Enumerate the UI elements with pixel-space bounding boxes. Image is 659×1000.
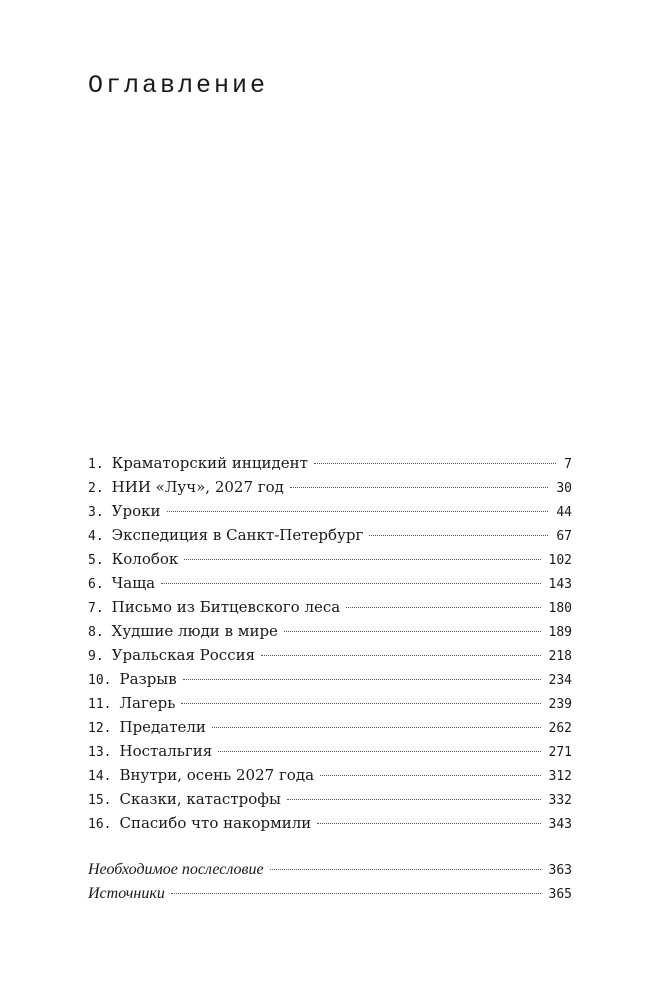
- dot-leader: [270, 869, 541, 870]
- dot-leader: [161, 583, 540, 584]
- dot-leader: [314, 463, 556, 464]
- toc-entry[interactable]: [88, 667, 572, 691]
- chapter-number: 10.: [88, 673, 112, 688]
- chapter-number: 11.: [88, 697, 112, 712]
- table-of-contents: [88, 451, 572, 906]
- page-number: 271: [548, 745, 572, 760]
- chapter-title: Ностальгия: [119, 742, 213, 760]
- toc-entry[interactable]: [88, 811, 572, 835]
- section-gap: [88, 835, 572, 858]
- toc-entry[interactable]: [88, 595, 572, 619]
- toc-entry[interactable]: [88, 571, 572, 595]
- chapter-number: 9.: [88, 649, 104, 664]
- page-number: 312: [548, 769, 572, 784]
- toc-entry[interactable]: [88, 787, 572, 811]
- chapter-number: 1.: [88, 457, 104, 472]
- dot-leader: [261, 655, 540, 656]
- page-number: 143: [548, 577, 572, 592]
- dot-leader: [167, 511, 549, 512]
- toc-entry[interactable]: [88, 763, 572, 787]
- chapter-number: 3.: [88, 505, 104, 520]
- dot-leader: [369, 535, 548, 536]
- page-number: 102: [548, 553, 572, 568]
- page-number: 180: [548, 601, 572, 616]
- chapter-number: 16.: [88, 817, 112, 832]
- dot-leader: [183, 679, 541, 680]
- page-number: 343: [548, 817, 572, 832]
- page-number: 218: [548, 649, 572, 664]
- toc-entry-afterword[interactable]: [88, 858, 572, 882]
- toc-entry[interactable]: [88, 715, 572, 739]
- chapter-number: 8.: [88, 625, 104, 640]
- page-number: 234: [548, 673, 572, 688]
- chapter-title: Краматорский инцидент: [111, 454, 308, 472]
- dot-leader: [212, 727, 541, 728]
- page-number: 189: [548, 625, 572, 640]
- chapter-number: 2.: [88, 481, 104, 496]
- chapter-title: Спасибо что накормили: [119, 814, 312, 832]
- appendix-title: Источники: [88, 885, 165, 902]
- chapter-title: Лагерь: [119, 694, 176, 712]
- page-number: 239: [548, 697, 572, 712]
- dot-leader: [181, 703, 540, 704]
- page-number: 365: [548, 887, 572, 902]
- toc-entry[interactable]: [88, 475, 572, 499]
- chapter-number: 6.: [88, 577, 104, 592]
- toc-entry[interactable]: [88, 643, 572, 667]
- page-number: 44: [556, 505, 572, 520]
- toc-entry[interactable]: [88, 739, 572, 763]
- chapter-title: Уральская Россия: [111, 646, 256, 664]
- chapter-number: 14.: [88, 769, 112, 784]
- toc-entry[interactable]: [88, 451, 572, 475]
- chapter-title: Разрыв: [119, 670, 177, 688]
- chapter-number: 15.: [88, 793, 112, 808]
- dot-leader: [346, 607, 540, 608]
- toc-entry[interactable]: [88, 619, 572, 643]
- chapter-title: Экспедиция в Санкт-Петербург: [111, 526, 364, 544]
- page-number: 363: [548, 863, 572, 878]
- page-number: 262: [548, 721, 572, 736]
- page-title: Оглавление: [88, 71, 269, 100]
- chapter-title: Письмо из Битцевского леса: [111, 598, 341, 616]
- chapter-number: 5.: [88, 553, 104, 568]
- chapter-number: 4.: [88, 529, 104, 544]
- page-number: 332: [548, 793, 572, 808]
- dot-leader: [184, 559, 540, 560]
- toc-entry[interactable]: [88, 547, 572, 571]
- toc-entry[interactable]: [88, 523, 572, 547]
- chapter-number: 13.: [88, 745, 112, 760]
- page-number: 67: [556, 529, 572, 544]
- chapter-title: Худшие люди в мире: [111, 622, 278, 640]
- chapter-title: Уроки: [111, 502, 161, 520]
- dot-leader: [287, 799, 541, 800]
- dot-leader: [317, 823, 540, 824]
- toc-entry-sources[interactable]: [88, 882, 572, 906]
- toc-entry[interactable]: [88, 691, 572, 715]
- chapter-number: 12.: [88, 721, 112, 736]
- dot-leader: [218, 751, 540, 752]
- chapter-number: 7.: [88, 601, 104, 616]
- chapter-title: Внутри, осень 2027 года: [119, 766, 315, 784]
- dot-leader: [290, 487, 548, 488]
- chapter-title: Предатели: [119, 718, 206, 736]
- chapter-title: НИИ «Луч», 2027 год: [111, 478, 284, 496]
- toc-entry[interactable]: [88, 499, 572, 523]
- dot-leader: [320, 775, 541, 776]
- appendix-title: Необходимое послесловие: [88, 861, 264, 878]
- chapter-title: Чаща: [111, 574, 156, 592]
- dot-leader: [171, 893, 541, 894]
- page-number: 7: [564, 457, 572, 472]
- dot-leader: [284, 631, 541, 632]
- chapter-title: Колобок: [111, 550, 179, 568]
- chapter-title: Сказки, катастрофы: [119, 790, 281, 808]
- page-number: 30: [556, 481, 572, 496]
